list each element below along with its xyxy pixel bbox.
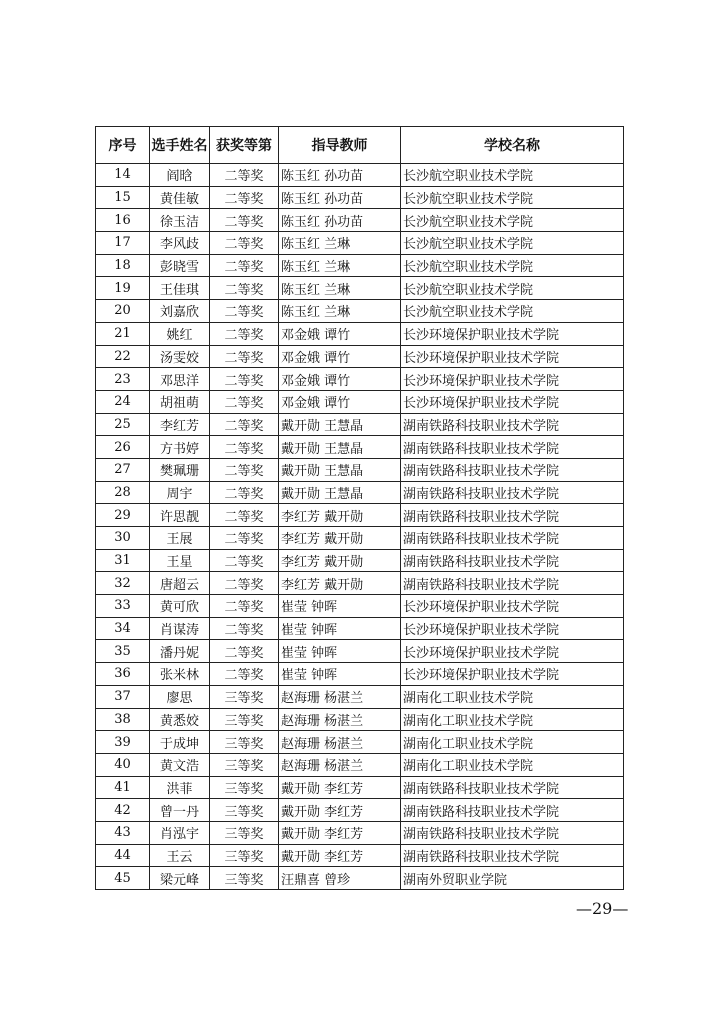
cell-award: 二等奖 — [210, 481, 279, 504]
cell-award: 二等奖 — [210, 345, 279, 368]
cell-school: 长沙航空职业技术学院 — [401, 277, 624, 300]
cell-seq: 26 — [96, 436, 150, 459]
cell-school: 湖南外贸职业学院 — [401, 867, 624, 890]
cell-name: 唐超云 — [150, 572, 210, 595]
cell-school: 长沙环境保护职业技术学院 — [401, 390, 624, 413]
cell-teacher: 邓金娥 谭竹 — [279, 368, 401, 391]
cell-school: 湖南化工职业技术学院 — [401, 753, 624, 776]
cell-teacher: 陈玉红 兰琳 — [279, 300, 401, 323]
cell-teacher: 戴开勋 王慧晶 — [279, 458, 401, 481]
cell-award: 二等奖 — [210, 186, 279, 209]
cell-award: 二等奖 — [210, 322, 279, 345]
cell-name: 李红芳 — [150, 413, 210, 436]
cell-teacher: 李红芳 戴开勋 — [279, 549, 401, 572]
table-row — [96, 458, 624, 481]
table-row — [96, 663, 624, 686]
cell-name: 王佳琪 — [150, 277, 210, 300]
table-row — [96, 322, 624, 345]
cell-award: 三等奖 — [210, 776, 279, 799]
cell-school: 湖南铁路科技职业技术学院 — [401, 458, 624, 481]
cell-name: 徐玉洁 — [150, 209, 210, 232]
cell-award: 二等奖 — [210, 390, 279, 413]
table-row — [96, 345, 624, 368]
cell-teacher: 陈玉红 兰琳 — [279, 277, 401, 300]
table-row — [96, 753, 624, 776]
cell-award: 三等奖 — [210, 867, 279, 890]
cell-name: 黄文浩 — [150, 753, 210, 776]
cell-school: 长沙航空职业技术学院 — [401, 186, 624, 209]
cell-teacher: 陈玉红 兰琳 — [279, 254, 401, 277]
cell-seq: 15 — [96, 186, 150, 209]
cell-teacher: 陈玉红 孙功苗 — [279, 186, 401, 209]
cell-name: 周宇 — [150, 481, 210, 504]
cell-name: 张米林 — [150, 663, 210, 686]
cell-teacher: 戴开勋 李红芳 — [279, 844, 401, 867]
cell-school: 湖南铁路科技职业技术学院 — [401, 504, 624, 527]
cell-teacher: 李红芳 戴开勋 — [279, 504, 401, 527]
cell-seq: 32 — [96, 572, 150, 595]
table-row — [96, 731, 624, 754]
cell-teacher: 邓金娥 谭竹 — [279, 345, 401, 368]
cell-teacher: 李红芳 戴开勋 — [279, 527, 401, 550]
cell-teacher: 赵海珊 杨湛兰 — [279, 685, 401, 708]
table-row — [96, 708, 624, 731]
table-row — [96, 436, 624, 459]
cell-teacher: 戴开勋 李红芳 — [279, 821, 401, 844]
cell-seq: 24 — [96, 390, 150, 413]
cell-seq: 18 — [96, 254, 150, 277]
cell-teacher: 崔莹 钟晖 — [279, 663, 401, 686]
table-row — [96, 300, 624, 323]
cell-teacher: 汪鼎喜 曾珍 — [279, 867, 401, 890]
table-header — [96, 127, 624, 164]
cell-school: 湖南铁路科技职业技术学院 — [401, 436, 624, 459]
cell-name: 潘丹妮 — [150, 640, 210, 663]
cell-seq: 28 — [96, 481, 150, 504]
cell-teacher: 戴开勋 李红芳 — [279, 776, 401, 799]
cell-school: 湖南铁路科技职业技术学院 — [401, 776, 624, 799]
cell-seq: 19 — [96, 277, 150, 300]
cell-seq: 45 — [96, 867, 150, 890]
cell-seq: 17 — [96, 232, 150, 255]
cell-seq: 25 — [96, 413, 150, 436]
cell-name: 廖思 — [150, 685, 210, 708]
cell-name: 邓思洋 — [150, 368, 210, 391]
cell-seq: 23 — [96, 368, 150, 391]
cell-seq: 16 — [96, 209, 150, 232]
cell-teacher: 戴开勋 王慧晶 — [279, 436, 401, 459]
cell-award: 二等奖 — [210, 232, 279, 255]
cell-award: 二等奖 — [210, 504, 279, 527]
cell-name: 黄悉姣 — [150, 708, 210, 731]
table-row — [96, 481, 624, 504]
cell-name: 汤雯姣 — [150, 345, 210, 368]
cell-name: 许思靓 — [150, 504, 210, 527]
table-row — [96, 776, 624, 799]
cell-school: 湖南铁路科技职业技术学院 — [401, 481, 624, 504]
cell-school: 长沙航空职业技术学院 — [401, 164, 624, 187]
cell-seq: 37 — [96, 685, 150, 708]
cell-name: 肖泓宇 — [150, 821, 210, 844]
cell-award: 二等奖 — [210, 436, 279, 459]
table-row — [96, 640, 624, 663]
cell-name: 梁元峰 — [150, 867, 210, 890]
table-row — [96, 549, 624, 572]
cell-school: 长沙环境保护职业技术学院 — [401, 640, 624, 663]
cell-award: 二等奖 — [210, 458, 279, 481]
table-row — [96, 186, 624, 209]
cell-seq: 29 — [96, 504, 150, 527]
header-teacher: 指导教师 — [279, 127, 401, 164]
cell-school: 湖南化工职业技术学院 — [401, 708, 624, 731]
cell-teacher: 陈玉红 兰琳 — [279, 232, 401, 255]
table-row — [96, 368, 624, 391]
header-school: 学校名称 — [401, 127, 624, 164]
cell-award: 二等奖 — [210, 549, 279, 572]
cell-school: 湖南铁路科技职业技术学院 — [401, 799, 624, 822]
table-row — [96, 799, 624, 822]
cell-school: 长沙环境保护职业技术学院 — [401, 345, 624, 368]
cell-seq: 31 — [96, 549, 150, 572]
cell-seq: 20 — [96, 300, 150, 323]
cell-award: 二等奖 — [210, 368, 279, 391]
cell-name: 王云 — [150, 844, 210, 867]
cell-teacher: 邓金娥 谭竹 — [279, 322, 401, 345]
cell-name: 阎晗 — [150, 164, 210, 187]
cell-teacher: 李红芳 戴开勋 — [279, 572, 401, 595]
table-row — [96, 617, 624, 640]
cell-name: 黄佳敏 — [150, 186, 210, 209]
cell-name: 于成坤 — [150, 731, 210, 754]
cell-seq: 21 — [96, 322, 150, 345]
cell-award: 三等奖 — [210, 844, 279, 867]
cell-seq: 38 — [96, 708, 150, 731]
cell-seq: 43 — [96, 821, 150, 844]
table-row — [96, 254, 624, 277]
cell-teacher: 邓金娥 谭竹 — [279, 390, 401, 413]
cell-school: 长沙航空职业技术学院 — [401, 209, 624, 232]
cell-teacher: 戴开勋 李红芳 — [279, 799, 401, 822]
cell-name: 刘嘉欣 — [150, 300, 210, 323]
table-row — [96, 164, 624, 187]
header-award: 获奖等第 — [210, 127, 279, 164]
cell-seq: 34 — [96, 617, 150, 640]
cell-name: 方书婷 — [150, 436, 210, 459]
cell-award: 二等奖 — [210, 164, 279, 187]
table-row — [96, 527, 624, 550]
table-body — [96, 164, 624, 890]
table-row — [96, 209, 624, 232]
cell-award: 三等奖 — [210, 821, 279, 844]
cell-school: 湖南铁路科技职业技术学院 — [401, 549, 624, 572]
cell-teacher: 崔莹 钟晖 — [279, 640, 401, 663]
cell-teacher: 陈玉红 孙功苗 — [279, 209, 401, 232]
cell-award: 三等奖 — [210, 731, 279, 754]
cell-name: 王星 — [150, 549, 210, 572]
cell-seq: 22 — [96, 345, 150, 368]
cell-name: 樊珮珊 — [150, 458, 210, 481]
cell-award: 三等奖 — [210, 753, 279, 776]
header-seq: 序号 — [96, 127, 150, 164]
cell-name: 黄可欣 — [150, 595, 210, 618]
table-row — [96, 821, 624, 844]
cell-seq: 41 — [96, 776, 150, 799]
cell-name: 彭晓雪 — [150, 254, 210, 277]
cell-school: 湖南铁路科技职业技术学院 — [401, 572, 624, 595]
cell-seq: 39 — [96, 731, 150, 754]
table-row — [96, 572, 624, 595]
table-row — [96, 867, 624, 890]
cell-school: 湖南铁路科技职业技术学院 — [401, 527, 624, 550]
cell-teacher: 戴开勋 王慧晶 — [279, 413, 401, 436]
header-name: 选手姓名 — [150, 127, 210, 164]
cell-name: 肖谋涛 — [150, 617, 210, 640]
cell-award: 二等奖 — [210, 663, 279, 686]
cell-seq: 35 — [96, 640, 150, 663]
cell-name: 李风歧 — [150, 232, 210, 255]
cell-school: 长沙环境保护职业技术学院 — [401, 595, 624, 618]
cell-award: 二等奖 — [210, 527, 279, 550]
cell-seq: 27 — [96, 458, 150, 481]
cell-award: 三等奖 — [210, 799, 279, 822]
table-row — [96, 844, 624, 867]
cell-seq: 42 — [96, 799, 150, 822]
cell-school: 湖南化工职业技术学院 — [401, 685, 624, 708]
table-row — [96, 413, 624, 436]
cell-school: 长沙环境保护职业技术学院 — [401, 322, 624, 345]
cell-name: 曾一丹 — [150, 799, 210, 822]
cell-school: 长沙航空职业技术学院 — [401, 300, 624, 323]
cell-school: 湖南铁路科技职业技术学院 — [401, 413, 624, 436]
cell-award: 二等奖 — [210, 209, 279, 232]
cell-school: 长沙环境保护职业技术学院 — [401, 663, 624, 686]
cell-school: 长沙航空职业技术学院 — [401, 254, 624, 277]
cell-teacher: 赵海珊 杨湛兰 — [279, 753, 401, 776]
cell-school: 湖南铁路科技职业技术学院 — [401, 844, 624, 867]
award-table — [95, 126, 624, 890]
cell-seq: 44 — [96, 844, 150, 867]
cell-school: 长沙航空职业技术学院 — [401, 232, 624, 255]
cell-award: 二等奖 — [210, 572, 279, 595]
cell-school: 湖南化工职业技术学院 — [401, 731, 624, 754]
cell-award: 二等奖 — [210, 617, 279, 640]
cell-teacher: 赵海珊 杨湛兰 — [279, 731, 401, 754]
cell-teacher: 崔莹 钟晖 — [279, 595, 401, 618]
cell-school: 湖南铁路科技职业技术学院 — [401, 821, 624, 844]
cell-teacher: 崔莹 钟晖 — [279, 617, 401, 640]
header-row — [96, 127, 624, 164]
cell-award: 二等奖 — [210, 254, 279, 277]
table-row — [96, 685, 624, 708]
cell-award: 三等奖 — [210, 685, 279, 708]
cell-award: 二等奖 — [210, 595, 279, 618]
cell-school: 长沙环境保护职业技术学院 — [401, 617, 624, 640]
page-number: —29— — [576, 899, 629, 918]
cell-seq: 33 — [96, 595, 150, 618]
table-row — [96, 595, 624, 618]
cell-name: 姚红 — [150, 322, 210, 345]
table-row — [96, 232, 624, 255]
cell-seq: 30 — [96, 527, 150, 550]
cell-teacher: 赵海珊 杨湛兰 — [279, 708, 401, 731]
cell-seq: 40 — [96, 753, 150, 776]
cell-award: 二等奖 — [210, 300, 279, 323]
cell-name: 洪菲 — [150, 776, 210, 799]
cell-name: 胡祖萌 — [150, 390, 210, 413]
cell-seq: 36 — [96, 663, 150, 686]
cell-seq: 14 — [96, 164, 150, 187]
cell-award: 三等奖 — [210, 708, 279, 731]
table-row — [96, 277, 624, 300]
cell-teacher: 戴开勋 王慧晶 — [279, 481, 401, 504]
table-row — [96, 390, 624, 413]
cell-award: 二等奖 — [210, 277, 279, 300]
cell-award: 二等奖 — [210, 640, 279, 663]
table-row — [96, 504, 624, 527]
cell-award: 二等奖 — [210, 413, 279, 436]
cell-name: 王展 — [150, 527, 210, 550]
cell-teacher: 陈玉红 孙功苗 — [279, 164, 401, 187]
cell-school: 长沙环境保护职业技术学院 — [401, 368, 624, 391]
